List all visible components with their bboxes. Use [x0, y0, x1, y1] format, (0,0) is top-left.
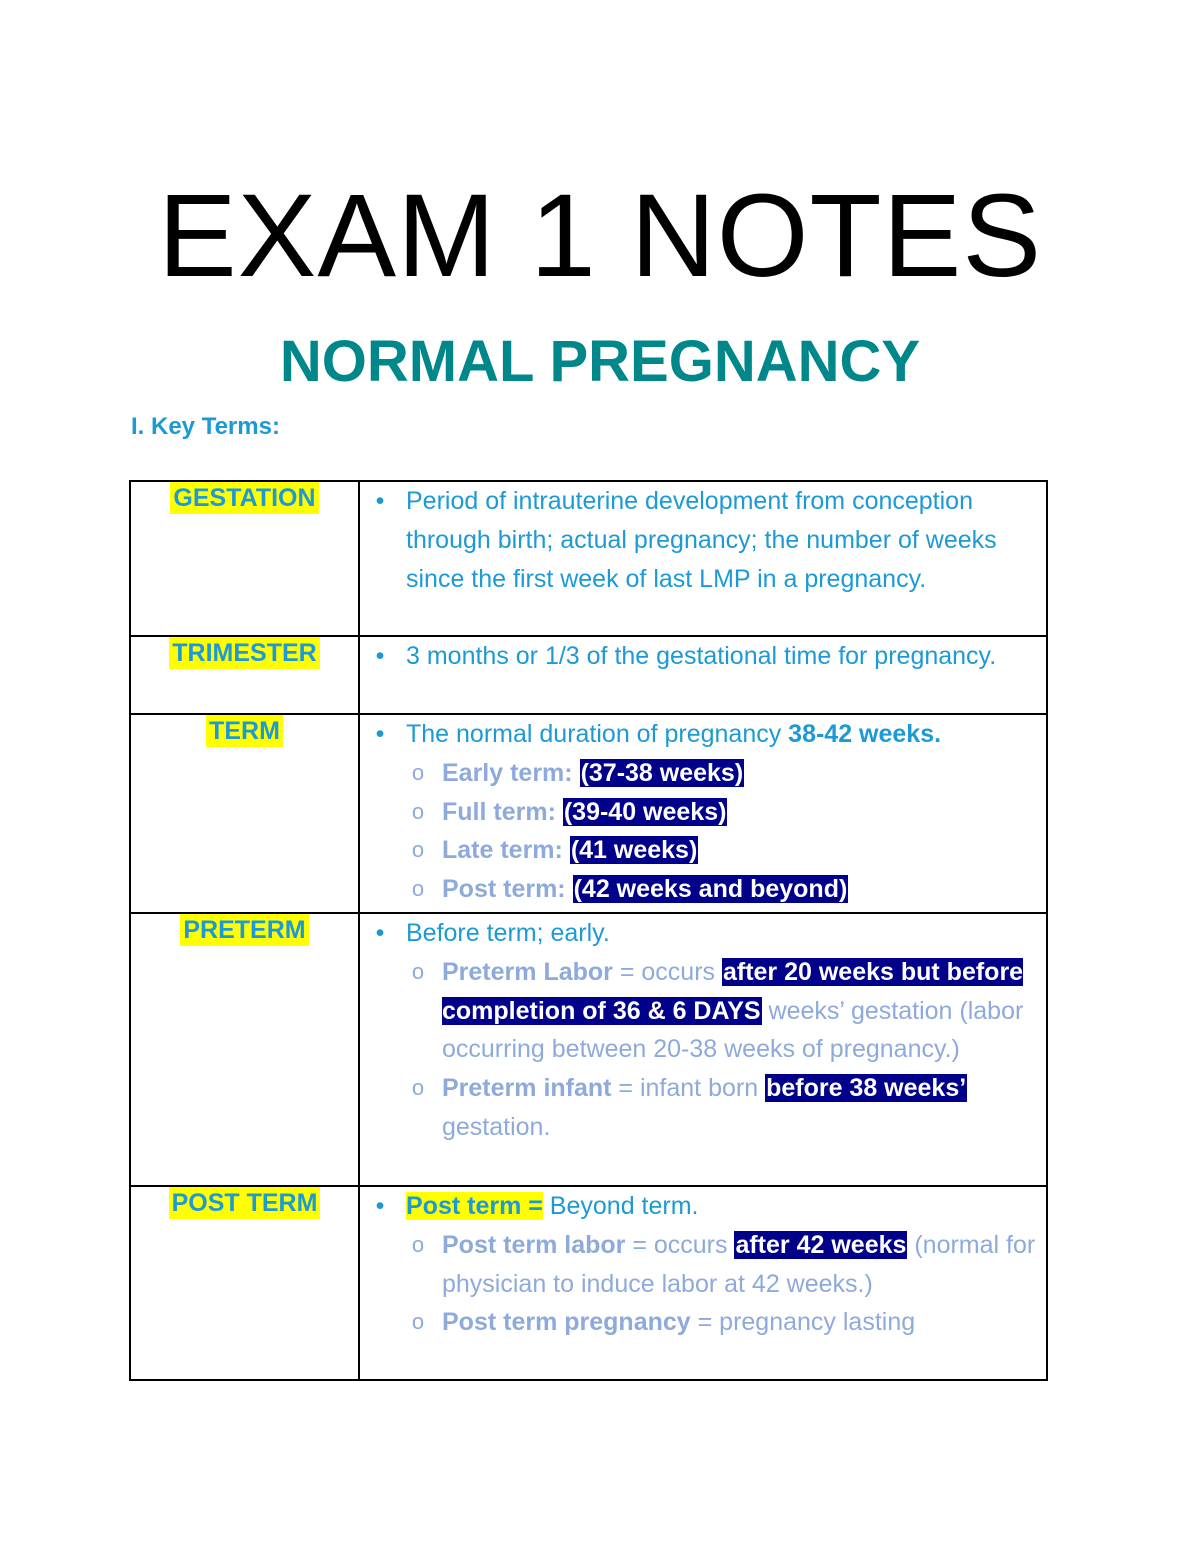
sub-label: Early term:	[442, 758, 580, 787]
definition-text: 3 months or 1/3 of the gestational time for pregnancy.	[406, 642, 997, 670]
sub-highlight: before 38 weeks’	[766, 1074, 967, 1103]
definition-bullet	[360, 914, 1046, 953]
sub-bullet-early-term	[360, 754, 1046, 793]
sub-bullet-post-term-pregnancy	[360, 1303, 1046, 1342]
table-row-preterm	[130, 913, 1047, 1186]
term-label-preterm: PRETERM	[180, 914, 308, 946]
definition-cell	[359, 913, 1047, 1186]
table-row-term	[130, 714, 1047, 913]
circle-bullet-icon: o	[411, 876, 425, 902]
sub-text-rest: (normal for physician to induce labor at 42 weeks.)	[442, 1230, 1036, 1298]
sub-bullet-post-term	[360, 870, 1046, 909]
definition-bold-text: 38-42 weeks.	[788, 720, 942, 748]
sub-label: Late term:	[442, 836, 570, 865]
document-subtitle: NORMAL PREGNANCY	[279, 329, 921, 394]
circle-bullet-icon: o	[411, 1231, 425, 1257]
bullet-icon: •	[375, 642, 385, 670]
bullet-icon: •	[375, 487, 385, 515]
definition-text: The normal duration of pregnancy	[406, 720, 789, 748]
sub-value: (37-38 weeks)	[580, 758, 744, 787]
term-cell	[130, 636, 359, 714]
sub-highlight: after 42 weeks	[735, 1230, 907, 1259]
circle-bullet-icon: o	[411, 759, 425, 785]
definition-cell	[359, 481, 1047, 636]
document-title: EXAM 1 NOTES	[157, 170, 1043, 302]
sub-bullet-late-term	[360, 831, 1046, 870]
definition-bullet	[360, 715, 1046, 754]
sub-label: Post term:	[442, 875, 573, 904]
table-row-trimester	[130, 636, 1047, 714]
definition-bullet	[360, 1187, 1046, 1226]
circle-bullet-icon: o	[411, 958, 425, 984]
sub-label: Preterm infant	[442, 1074, 612, 1103]
term-label-gestation: GESTATION	[170, 482, 318, 514]
sub-label: Post term labor	[442, 1230, 626, 1259]
sub-bullet-post-term-labor	[360, 1226, 1046, 1304]
sub-text-rest: weeks’ gestation (labor occurring between 20-38 weeks of pregnancy.)	[442, 996, 1024, 1064]
sub-label: Preterm Labor	[442, 957, 613, 986]
term-label-trimester: TRIMESTER	[169, 637, 319, 669]
definition-cell	[359, 636, 1047, 714]
sub-bullet-full-term	[360, 793, 1046, 832]
term-cell	[130, 913, 359, 1186]
bullet-icon: •	[375, 1192, 385, 1220]
circle-bullet-icon: o	[411, 1075, 425, 1101]
sub-text: = occurs	[612, 957, 722, 986]
definition-bullet	[360, 637, 1046, 676]
sub-bullet-preterm-labor	[360, 953, 1046, 1069]
sub-text: = infant born	[611, 1074, 766, 1103]
section-heading: I. Key Terms:	[131, 413, 280, 440]
sub-highlight: after 20 weeks but before completion of 36 & 6 DAYS	[442, 957, 1024, 1025]
term-label-post-term: POST TERM	[169, 1187, 321, 1219]
definition-clip	[360, 1187, 1046, 1379]
sub-bullet-preterm-infant	[360, 1069, 1046, 1147]
circle-bullet-icon: o	[411, 837, 425, 863]
sub-label: Post term pregnancy	[442, 1308, 691, 1337]
definition-text: Beyond term.	[542, 1192, 699, 1220]
definition-text: Before term; early.	[406, 919, 610, 947]
sub-label: Full term:	[442, 797, 563, 826]
bullet-icon: •	[375, 720, 385, 748]
definition-cell	[359, 1186, 1047, 1380]
term-cell	[130, 1186, 359, 1380]
circle-bullet-icon: o	[411, 1309, 425, 1335]
definition-cell	[359, 714, 1047, 913]
definition-label: Post term =	[406, 1192, 543, 1220]
term-cell	[130, 714, 359, 913]
table-row-post-term	[130, 1186, 1047, 1380]
bullet-icon: •	[375, 919, 385, 947]
sub-value: (39-40 weeks)	[563, 797, 727, 826]
definition-bullet	[360, 482, 1046, 598]
term-cell	[130, 481, 359, 636]
key-terms-table	[129, 480, 1048, 1381]
sub-text-rest: gestation.	[442, 1112, 551, 1141]
definition-text: Period of intrauterine development from conception through birth; actual pregnancy; the number of weeks since the first week of last LMP in a pregnancy.	[406, 487, 997, 593]
table-row-gestation	[130, 481, 1047, 636]
term-label-term: TERM	[206, 715, 283, 747]
circle-bullet-icon: o	[411, 798, 425, 824]
sub-value: (41 weeks)	[570, 836, 698, 865]
sub-text: = occurs	[625, 1230, 735, 1259]
sub-text-rest: = pregnancy lasting	[690, 1308, 916, 1337]
sub-value: (42 weeks and beyond)	[573, 875, 848, 904]
